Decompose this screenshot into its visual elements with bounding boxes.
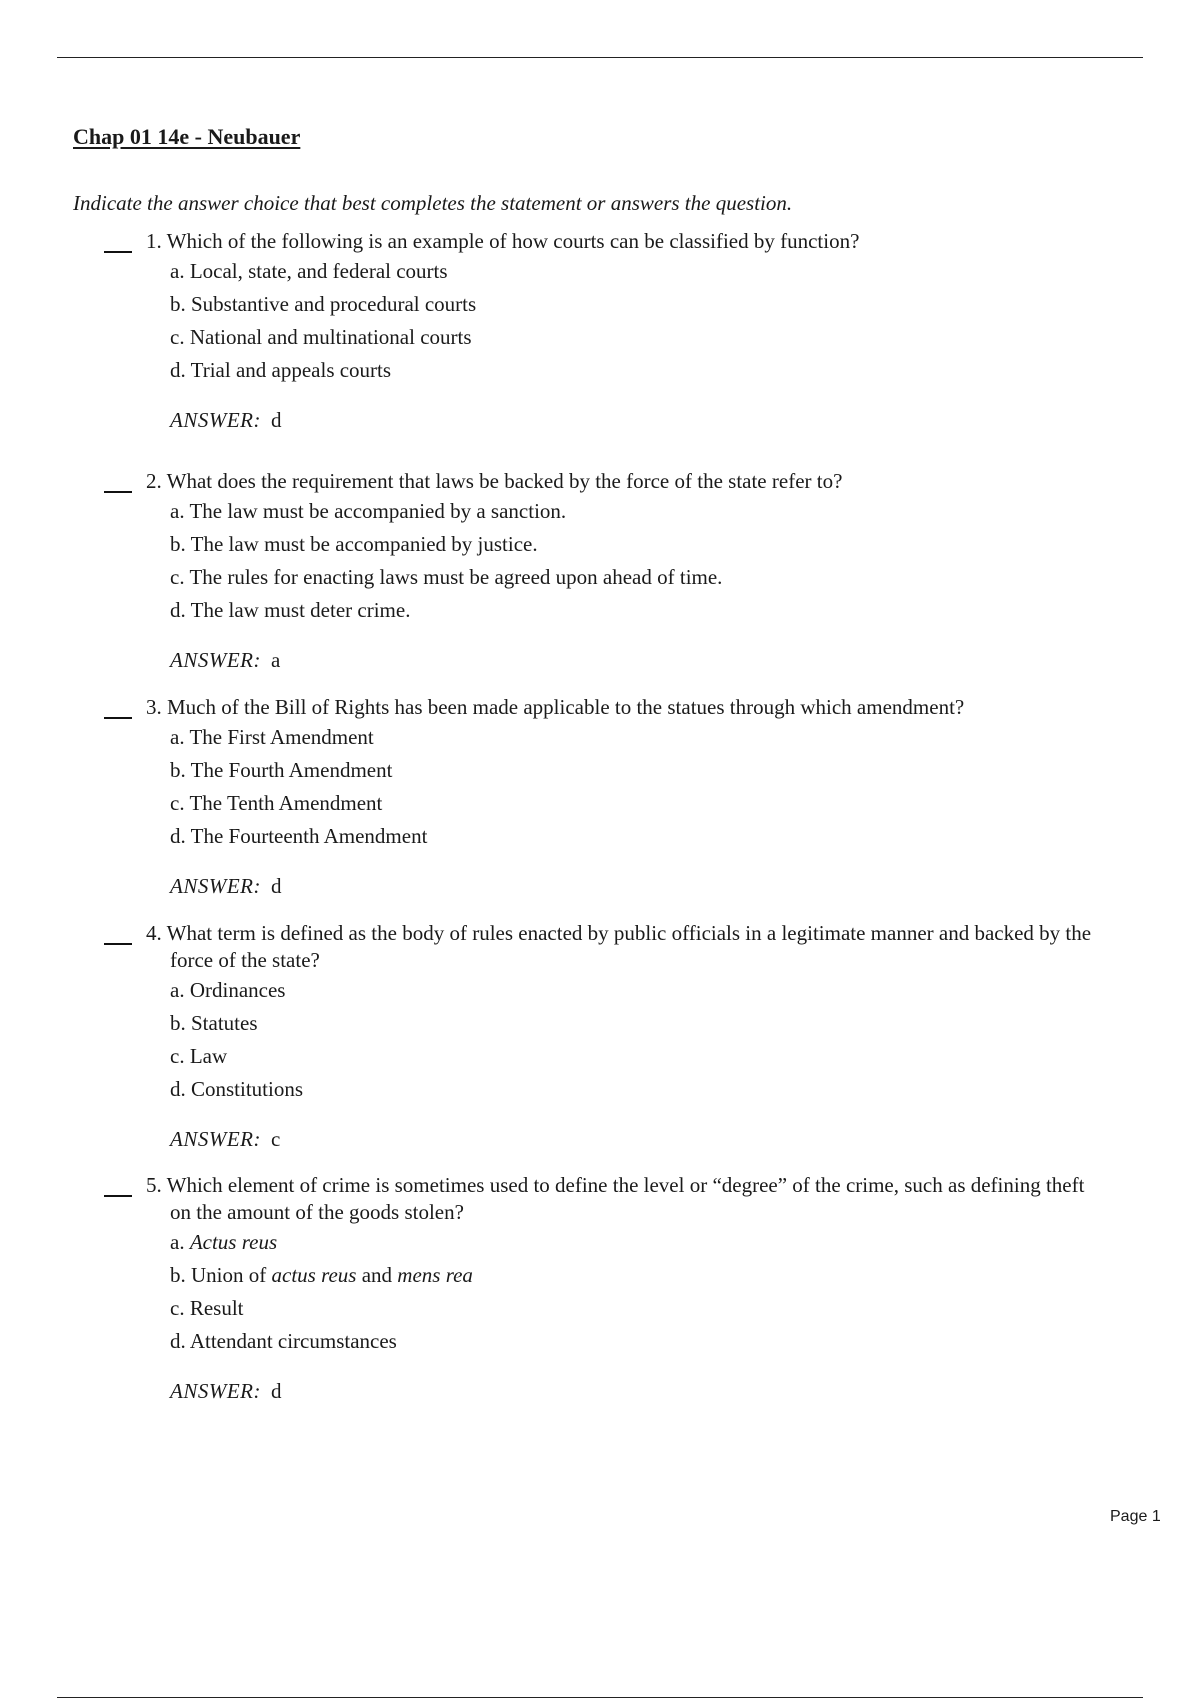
- question-number: 2.: [146, 469, 162, 493]
- top-rule: [57, 57, 1143, 58]
- option-d: d. Trial and appeals courts: [170, 358, 392, 382]
- question-text: What term is defined as the body of rules enacted by public officials in a legitimate manner and backed by the: [166, 921, 1092, 945]
- question-stem: [146, 694, 1144, 721]
- question-number: 1.: [146, 229, 162, 253]
- option-b: b. The law must be accompanied by justice.: [170, 532, 538, 556]
- option-d: d. Attendant circumstances: [170, 1329, 397, 1353]
- option-d: d. Constitutions: [170, 1077, 304, 1101]
- option-a: a. Local, state, and federal courts: [170, 259, 448, 283]
- option-c: c. Result: [170, 1296, 244, 1320]
- option-c: c. National and multinational courts: [170, 325, 472, 349]
- option-d: d. The law must deter crime.: [170, 598, 411, 622]
- answer-line: [170, 408, 281, 433]
- option-c: c. Law: [170, 1044, 228, 1068]
- answer-value: d: [270, 874, 282, 898]
- answer-value: d: [270, 1379, 282, 1403]
- option-a: a. Actus reus: [170, 1230, 278, 1254]
- answer-label: ANSWER:: [170, 408, 261, 432]
- answer-value: d: [270, 408, 282, 432]
- question-text-continued: on the amount of the goods stolen?: [170, 1200, 464, 1224]
- answer-line: [170, 648, 280, 673]
- question-text: Which of the following is an example of how courts can be classified by function?: [166, 229, 860, 253]
- answer-options: [170, 977, 303, 1109]
- answer-blank[interactable]: [104, 491, 132, 493]
- answer-options: [170, 724, 427, 856]
- page-number: Page 1: [1110, 1508, 1161, 1525]
- answer-line: [170, 1127, 280, 1152]
- question-text: What does the requirement that laws be backed by the force of the state refer to?: [166, 469, 843, 493]
- answer-line: [170, 1379, 281, 1404]
- question-text: Which element of crime is sometimes used to define the level or “degree” of the crime, such as defining theft: [166, 1173, 1085, 1197]
- answer-label: ANSWER:: [170, 1379, 261, 1403]
- answer-line: [170, 874, 281, 899]
- question-number: 3.: [146, 695, 162, 719]
- answer-blank[interactable]: [104, 251, 132, 253]
- instructions: Indicate the answer choice that best completes the statement or answers the question.: [73, 191, 793, 215]
- option-a: a. The First Amendment: [170, 725, 374, 749]
- answer-options: [170, 1229, 473, 1361]
- answer-label: ANSWER:: [170, 648, 261, 672]
- question-stem: [146, 1172, 1144, 1226]
- option-b: b. Substantive and procedural courts: [170, 292, 477, 316]
- answer-options: [170, 498, 722, 630]
- option-b: b. Union of actus reus and mens rea: [170, 1263, 473, 1287]
- answer-label: ANSWER:: [170, 1127, 261, 1151]
- question-number: 4.: [146, 921, 162, 945]
- answer-value: c: [270, 1127, 281, 1151]
- bottom-rule: [57, 1697, 1143, 1698]
- answer-value: a: [270, 648, 281, 672]
- answer-blank[interactable]: [104, 1195, 132, 1197]
- document-title: Chap 01 14e - Neubauer: [73, 124, 301, 149]
- option-b: b. Statutes: [170, 1011, 258, 1035]
- option-c: c. The rules for enacting laws must be agreed upon ahead of time.: [170, 565, 723, 589]
- question-number: 5.: [146, 1173, 162, 1197]
- option-c: c. The Tenth Amendment: [170, 791, 383, 815]
- answer-blank[interactable]: [104, 717, 132, 719]
- option-b: b. The Fourth Amendment: [170, 758, 393, 782]
- option-a: a. Ordinances: [170, 978, 286, 1002]
- answer-blank[interactable]: [104, 943, 132, 945]
- question-text-continued: force of the state?: [170, 948, 320, 972]
- answer-label: ANSWER:: [170, 874, 261, 898]
- option-d: d. The Fourteenth Amendment: [170, 824, 428, 848]
- option-a: a. The law must be accompanied by a sanction.: [170, 499, 567, 523]
- question-text: Much of the Bill of Rights has been made applicable to the statues through which amendment?: [167, 695, 965, 719]
- question-stem: [146, 228, 1144, 255]
- answer-options: [170, 258, 476, 390]
- question-stem: [146, 920, 1144, 974]
- question-stem: [146, 468, 1144, 495]
